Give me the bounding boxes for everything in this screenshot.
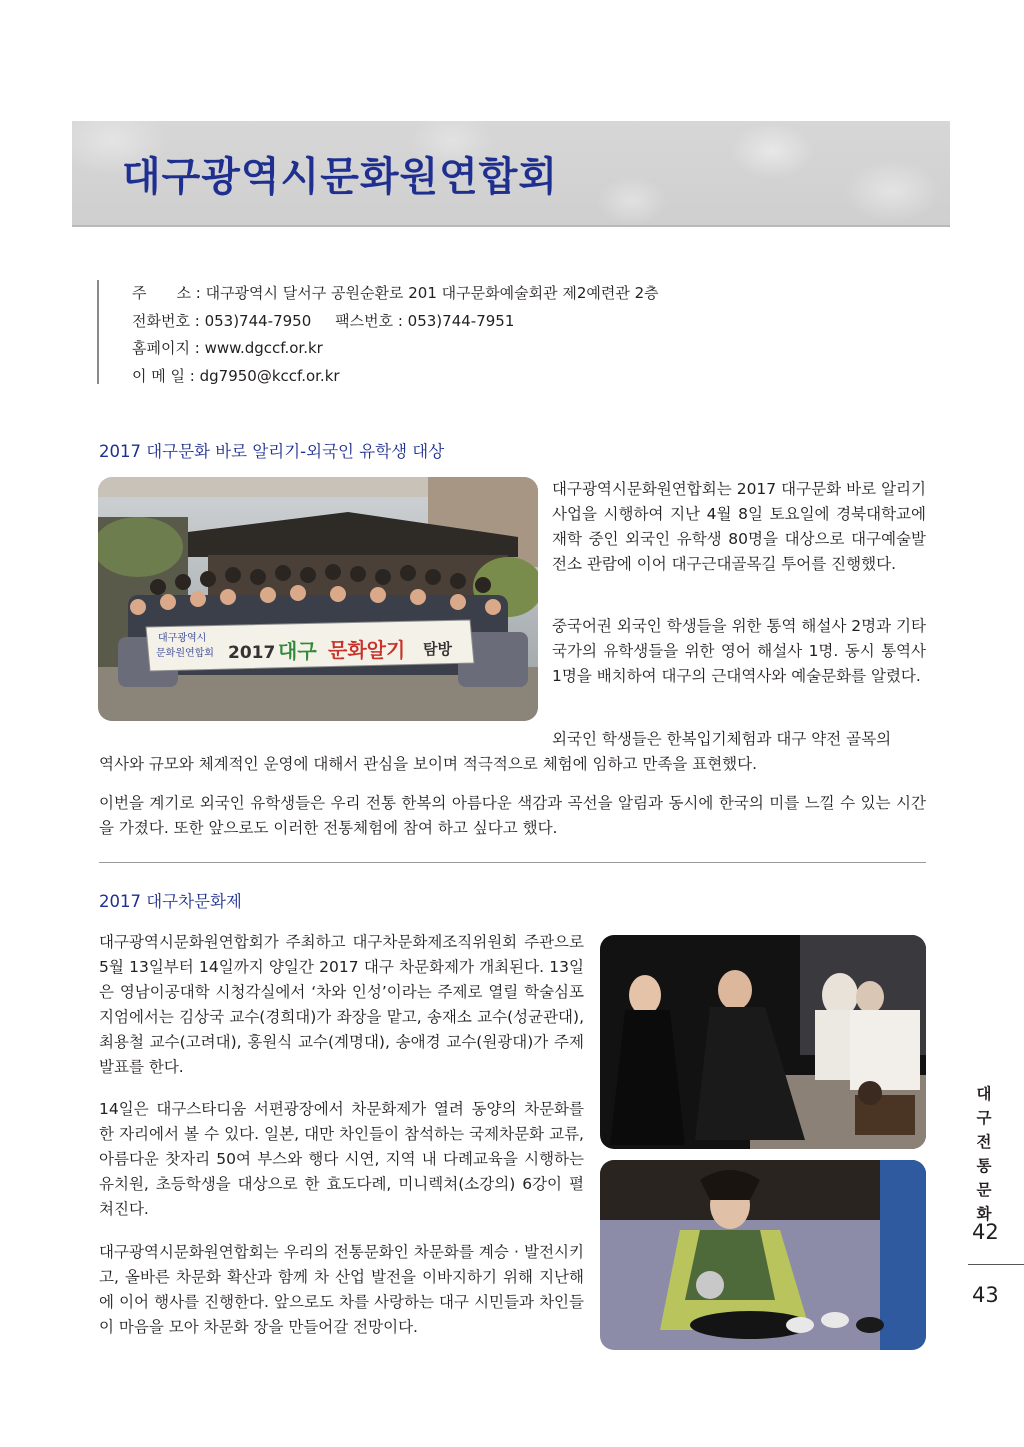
homepage-link[interactable]: www.dgccf.or.kr <box>204 339 323 357</box>
page-title: 대구광역시문화원연합회 <box>122 154 559 200</box>
phone-value: 053)744-7950 <box>204 312 312 330</box>
svg-text:탐방: 탐방 <box>423 640 452 658</box>
side-label-char: 통 <box>976 1157 992 1175</box>
svg-text:대구: 대구 <box>278 639 317 663</box>
svg-text:문화알기: 문화알기 <box>328 638 406 662</box>
fax-value: 053)744-7951 <box>407 312 515 330</box>
svg-text:대구광역시: 대구광역시 <box>158 633 207 644</box>
homepage-label: 홈페이지 <box>132 339 190 357</box>
page-number-left: 42 <box>972 1220 999 1244</box>
section1-title: 2017 대구문화 바로 알리기-외국인 유학생 대상 <box>99 442 445 461</box>
section1-paragraph3-start: 외국인 학생들은 한복입기체험과 대구 약전 골목의 <box>552 730 892 748</box>
section2-title: 2017 대구차문화제 <box>99 892 242 911</box>
side-label-char: 화 <box>976 1205 992 1223</box>
side-label-char: 구 <box>976 1109 992 1127</box>
group-photo <box>98 477 538 721</box>
section2-paragraph1: 대구광역시문화원연합회가 주최하고 대구차문화제조직위원회 주관으로 5월 13일부터 14일까지 양일간 2017 대구 차문화제가 개최된다. 13일은 영남이공대학 시청각실에서 ‘차와 인성’이라는 주제로 열릴 학술심포지엄에서는 김상국 교수(경희대)가 좌장을 맡고, 송재소 교수(성균관대), 최용철 교수(고려대), 홍원식 교수(계명대), 송애경 교수(원광대)가 주제발표를 한다. <box>99 933 584 1076</box>
svg-text:문화원연합회: 문화원연합회 <box>156 648 214 659</box>
fax-label: 팩스번호 <box>335 312 394 330</box>
homepage-row: 홈페이지 : www.dgccf.or.kr <box>132 339 323 357</box>
side-label-char: 대 <box>976 1085 992 1103</box>
section1-paragraph2: 중국어권 외국인 학생들을 위한 통역 해설사 2명과 기타 국가의 유학생들을 위한 영어 해설사 1명. 동시 통역사 1명을 배치하여 대구의 근대역사와 예술문화를 알렸다. <box>552 617 926 685</box>
phone-row: 전화번호 : 053)744-7950 팩스번호 : 053)744-7951 <box>132 312 515 330</box>
section2-paragraph2: 14일은 대구스타디움 서편광장에서 차문화제가 열려 동양의 차문화를 한 자리에서 볼 수 있다. 일본, 대만 차인들이 참석하는 국제차문화 교류, 아름다운 찻자리 50여 부스와 행다 시연, 지역 내 다례교육을 시행하는 유치원, 초등학생을 대상으로 한 효도다례, 미니렉쳐(소강의) 6강이 펼쳐진다. <box>99 1100 584 1218</box>
contact-info <box>97 280 799 384</box>
svg-text:2017: 2017 <box>228 643 276 663</box>
tea-ceremony-photo-1 <box>600 935 926 1149</box>
section1-paragraph3-end: 역사와 규모와 체계적인 운영에 대해서 관심을 보이며 적극적으로 체험에 임하고 만족을 표현했다. <box>99 755 758 773</box>
phone-label: 전화번호 <box>132 312 190 330</box>
email-row: 이 메 일 : dg7950@kccf.or.kr <box>132 367 340 385</box>
side-label-char: 전 <box>976 1133 992 1151</box>
section-divider <box>99 862 926 863</box>
section1-paragraph4: 이번을 계기로 외국인 유학생들은 우리 전통 한복의 아름다운 색감과 곡선을 알림과 동시에 한국의 미를 느낄 수 있는 시간을 가졌다. 또한 앞으로도 이러한 전통체험에 참여 하고 싶다고 했다. <box>99 794 926 837</box>
address-label: 주 소 <box>132 284 191 302</box>
email-link[interactable]: dg7950@kccf.or.kr <box>199 367 340 385</box>
address-row: 주 소 : 대구광역시 달서구 공원순환로 201 대구문화예술회관 제2예련관 2층 <box>132 284 659 302</box>
side-label-char: 문 <box>976 1181 992 1199</box>
section1-paragraph1: 대구광역시문화원연합회는 2017 대구문화 바로 알리기 사업을 시행하여 지난 4월 8일 토요일에 경북대학교에 재학 중인 외국인 유학생 80명을 대상으로 대구예술발전소 관람에 이어 대구근대골목길 투어를 진행했다. <box>552 480 926 573</box>
page-number-divider <box>968 1264 1024 1265</box>
tea-ceremony-photo-2 <box>600 1160 926 1350</box>
section2-paragraph3: 대구광역시문화원연합회는 우리의 전통문화인 차문화를 계승 · 발전시키고, 올바른 차문화 확산과 함께 차 산업 발전을 이바지하기 위해 지난해에 이어 행사를 진행한다. 앞으로도 차를 사랑하는 대구 시민들과 차인들이 마음을 모아 차문화 장을 만들어갈 전망이다. <box>99 1243 584 1336</box>
address-value: 대구광역시 달서구 공원순환로 201 대구문화예술회관 제2예련관 2층 <box>205 284 659 302</box>
email-label: 이 메 일 <box>132 367 186 385</box>
side-label <box>974 1082 994 1226</box>
page-number-right: 43 <box>972 1283 999 1307</box>
title-banner <box>72 121 950 227</box>
